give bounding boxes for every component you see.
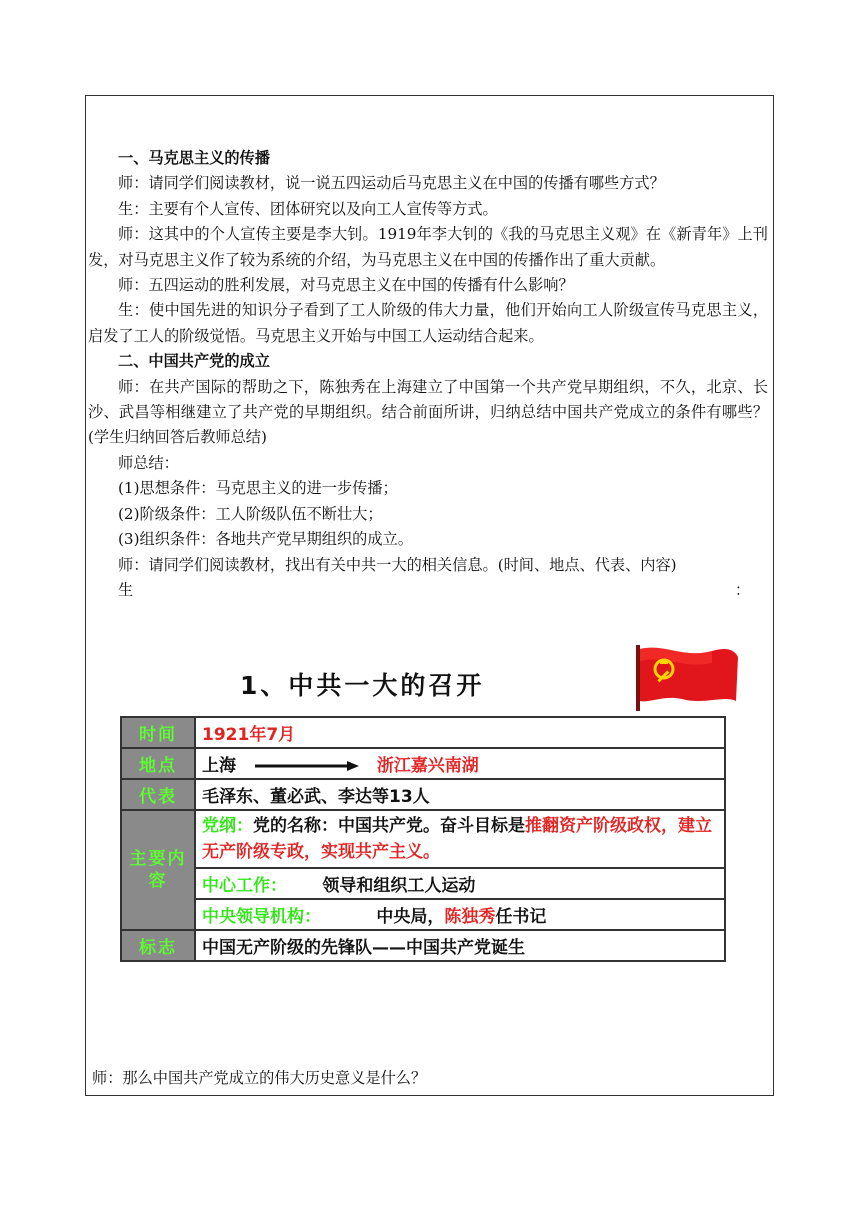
label-time: 时间 (121, 717, 195, 748)
paragraph: 生：使中国先进的知识分子看到了工人阶级的伟大力量，他们开始向工人阶级宣传马克思主义，启发了工人的阶级觉悟。马克思主义开始与中国工人运动结合起来。 (88, 301, 768, 345)
section-heading-2: 二、中国共产党的成立 (118, 352, 270, 371)
meeting-info-table (120, 716, 726, 962)
paragraph: 师总结： (118, 453, 179, 472)
leadership-role: 任书记 (495, 907, 547, 927)
program-cell (195, 810, 725, 868)
sign-value: 中国无产阶级的先锋队——中国共产党诞生 (195, 930, 725, 961)
paragraph: 生：主要有个人宣传、团体研究以及向工人宣传等方式。 (118, 199, 498, 218)
paragraph: 师：请同学们阅读教材，找出有关中共一大的相关信息。(时间、地点、代表、内容) (118, 555, 677, 574)
time-value: 1921年7月 (202, 725, 296, 745)
paragraph: 师：请同学们阅读教材，说一说五四运动后马克思主义在中国的传播有哪些方式？ (118, 174, 665, 193)
label-content: 主要内容 (121, 810, 195, 930)
condition-item: (2)阶级条件：工人阶级队伍不断壮大； (118, 504, 383, 523)
party-flag-icon (634, 643, 742, 713)
lesson-text (88, 146, 768, 603)
section-heading-1: 一、马克思主义的传播 (118, 149, 270, 167)
program-text: 党的名称：中国共产党。奋斗目标是 (253, 816, 525, 836)
center-work-cell (195, 868, 725, 899)
student-line (88, 578, 768, 603)
arrow-right-icon (251, 760, 361, 772)
leadership-label: 中央领导机构： (202, 907, 321, 927)
reps-value: 毛泽东、董必武、李达等13人 (195, 779, 725, 810)
condition-item: (1)思想条件：马克思主义的进一步传播； (118, 479, 398, 498)
label-reps: 代表 (121, 779, 195, 810)
center-work-label: 中心工作： (202, 876, 287, 896)
condition-item: (3)组织条件：各地共产党早期组织的成立。 (118, 530, 413, 549)
center-work-text: 领导和组织工人运动 (322, 876, 476, 896)
leadership-cell (195, 899, 725, 930)
place-from: 上海 (202, 756, 236, 776)
leadership-text: 中央局， (376, 907, 445, 927)
time-cell (195, 717, 725, 748)
paragraph: 师：在共产国际的帮助之下，陈独秀在上海建立了中国第一个共产党早期组织，不久，北京、长沙、武昌等相继建立了共产党的早期组织。结合前面所讲，归纳总结中国共产党成立的条件有哪些？(学生归纳回答后教师总结) (88, 377, 768, 447)
program-label: 党纲： (202, 816, 253, 836)
paragraph: 师：五四运动的胜利发展，对马克思主义在中国的传播有什么影响？ (118, 276, 574, 295)
label-place: 地点 (121, 748, 195, 779)
label-sign: 标志 (121, 930, 195, 961)
place-to: 浙江嘉兴南湖 (376, 756, 479, 776)
slide-title: 1、中共一大的召开 (240, 671, 485, 700)
place-cell (195, 748, 725, 779)
paragraph: 师：这其中的个人宣传主要是李大钊。1919年李大钊的《我的马克思主义观》在《新青年》上刊发，对马克思主义作了较为系统的介绍，为马克思主义在中国的传播作出了重大贡献。 (88, 225, 768, 269)
student-label: 生 (118, 580, 134, 599)
program-goal: 推翻资产阶级政权，建立无产阶级专政，实现共产主义。 (202, 816, 712, 862)
leadership-name: 陈独秀 (444, 907, 496, 927)
final-question: 师：那么中国共产党成立的伟大历史意义是什么？ (92, 1069, 427, 1087)
student-colon: ： (734, 580, 750, 599)
